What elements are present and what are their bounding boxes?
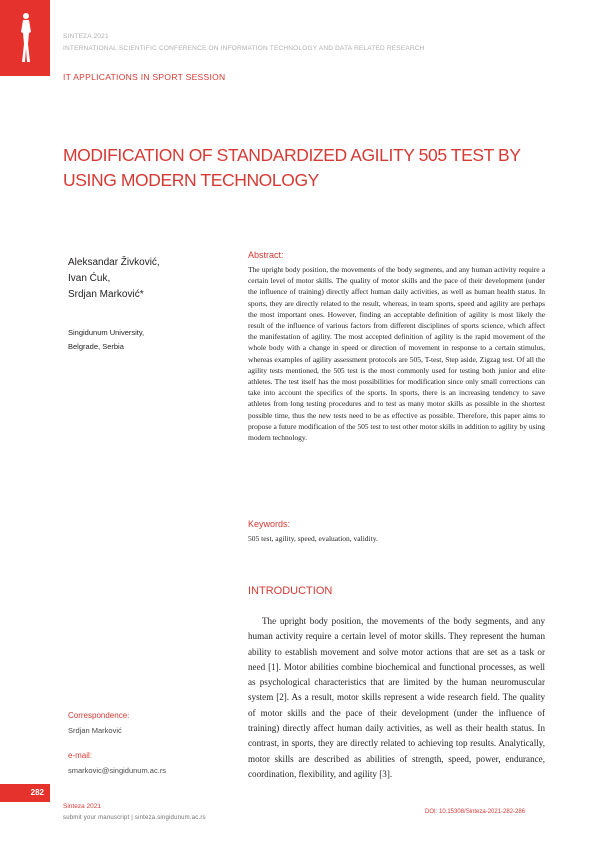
author-3: Srdjan Marković* xyxy=(68,289,144,300)
affiliation xyxy=(68,326,144,354)
footer-submit-link[interactable]: submit your manuscript | sinteza.singidunum.ac.rs xyxy=(63,815,206,821)
correspondence-name: Srdjan Marković xyxy=(68,726,122,735)
abstract-text: The upright body position, the movements of the body segments, and any human activity require a certain level of motor skills. The quality of motor skills and the pace of their development (under the influence of training) directly affect human daily activities, as well as human health status. In sports, they are directly related to the result, whereas, in team sports, speed and agility are perhaps the most important ones. However, finding an acceptable definition of agility is most likely the result of the influence of various factors from different disciplines of sports science, which affect the manifestation of agility. The most accepted definition of agility is the rapid movement of the whole body with a change in speed or direction of movement in response to a certain stimulus, whereas examples of agility assessment protocols are 505, T-test, Step aside, Zigzag test. Of all the agility tests mentioned, the 505 test is the most commonly used for testing both junior and elite athletes. The test itself has the most possibilities for modification since only small corrections can take into account the specifics of the sports. In sports, there is an increasing tendency to save athletes from long testing procedures and to test as many motor skills as possible in the shortest possible time, thus the new tests need to be as effective as possible. Therefore, this paper aims to propose a future modification of the 505 test to test other motor skills in addition to agility by using modern technology. xyxy=(248,265,545,443)
abstract-label: Abstract: xyxy=(248,250,284,260)
author-2: Ivan Ćuk, xyxy=(68,273,111,284)
email-address[interactable]: smarkovic@singidunum.ac.rs xyxy=(68,766,167,775)
correspondence-label: Correspondence: xyxy=(68,711,130,720)
footer-sinteza: Sinteza 2021 xyxy=(63,803,101,810)
introduction-text: The upright body position, the movements of the body segments, and any human activity require a certain level of motor skills. They represent the human ability to establish movement and solve motor actions that are set as a task or need [1]. Motor abilities combine biochemical and functional processes, as well as psychological characteristics that are limited by the human neuromuscular system [2]. As a result, motor skills represent a wide research field. The quality of motor skills and the pace of their development (under the influence of training) directly affect human daily activities, as well as their health status. In contrast, in sports, they are directly related to achieving top results. Analytically, motor skills are described as abilities of strength, speed, power, endurance, coordination, flexibility, and agility [3]. xyxy=(248,616,545,779)
author-list xyxy=(68,255,160,303)
page-number: 282 xyxy=(0,784,50,802)
introduction-heading: INTRODUCTION xyxy=(248,585,333,597)
conference-short: SINTEZA 2021 xyxy=(63,33,109,40)
keywords-label: Keywords: xyxy=(248,519,291,529)
statue-logo-icon xyxy=(19,12,33,64)
author-1: Aleksandar Živković, xyxy=(68,257,160,268)
header-red-bar xyxy=(0,0,50,76)
keywords-text: 505 test, agility, speed, evaluation, validity. xyxy=(248,534,378,543)
affiliation-line-1: Singidunum University, xyxy=(68,328,145,337)
affiliation-line-2: Belgrade, Serbia xyxy=(68,342,124,351)
conference-full: INTERNATIONAL SCIENTIFIC CONFERENCE ON INFORMATION TECHNOLOGY AND DATA RELATED RESEARCH xyxy=(63,45,425,52)
session-label: IT APPLICATIONS IN SPORT SESSION xyxy=(63,72,226,82)
paper-title: MODIFICATION OF STANDARDIZED AGILITY 505 TEST BY USING MODERN TECHNOLOGY xyxy=(63,145,521,190)
footer-doi[interactable]: DOI: 10.15308/Sinteza-2021-282-286 xyxy=(425,809,526,815)
email-label: e-mail: xyxy=(68,751,93,760)
